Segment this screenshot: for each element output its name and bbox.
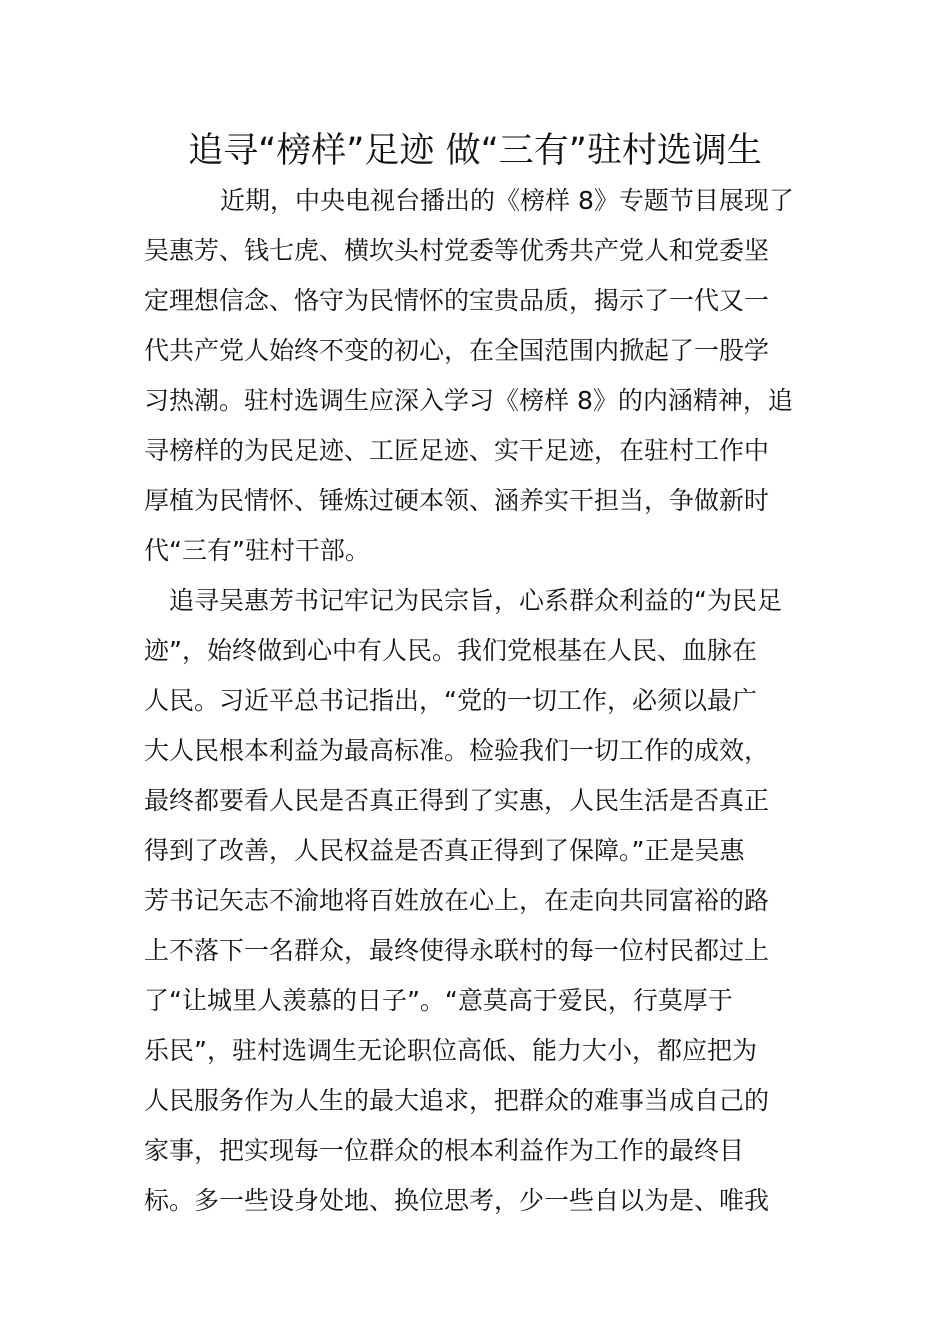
text-line: 标。多一些设身处地、换位思考，少一些自以为是、唯我 — [144, 1186, 770, 1215]
text-line: 代共产党人始终不变的初心，在全国范围内掀起了一股学 — [144, 336, 770, 365]
text-line: 家事，把实现每一位群众的根本利益作为工作的最终目 — [144, 1136, 745, 1165]
text-line: 大人民根本利益为最高标准。检验我们一切工作的成效， — [144, 736, 770, 765]
text-line: 迹”，始终做到心中有人民。我们党根基在人民、血脉在 — [144, 636, 757, 665]
text-line: 代“三有”驻村干部。 — [144, 536, 370, 565]
text-line: 人民服务作为人生的最大追求，把群众的难事当成自己的 — [144, 1086, 770, 1115]
document-title: 追寻“榜样”足迹 做“三有”驻村选调生 — [188, 131, 762, 171]
text-line: 乐民”，驻村选调生无论职位高低、能力大小，都应把为 — [144, 1036, 757, 1065]
paragraph-2 — [144, 576, 809, 1226]
document-body — [144, 176, 809, 1226]
text-line: 最终都要看人民是否真正得到了实惠，人民生活是否真正 — [144, 786, 770, 815]
text-line: 追寻吴惠芳书记牢记为民宗旨，心系群众利益的“为民足 — [169, 586, 782, 615]
text-line: 人民。习近平总书记指出，“党的一切工作，必须以最广 — [144, 686, 757, 715]
text-line: 习热潮。驻村选调生应深入学习《榜样 8》的内涵精神，追 — [144, 386, 793, 415]
text-line: 芳书记矢志不渝地将百姓放在心上，在走向共同富裕的路 — [144, 886, 770, 915]
text-line: 了“让城里人羡慕的日子”。“意莫高于爱民，行莫厚于 — [144, 986, 733, 1015]
text-line: 上不落下一名群众，最终使得永联村的每一位村民都过上 — [144, 936, 770, 965]
text-line: 得到了改善，人民权益是否真正得到了保障。”正是吴惠 — [144, 836, 745, 865]
text-line: 厚植为民情怀、锤炼过硬本领、涵养实干担当，争做新时 — [144, 486, 770, 515]
text-line: 寻榜样的为民足迹、工匠足迹、实干足迹，在驻村工作中 — [144, 436, 770, 465]
text-line: 吴惠芳、钱七虎、横坎头村党委等优秀共产党人和党委坚 — [144, 236, 770, 265]
paragraph-1 — [144, 176, 809, 576]
text-line: 定理想信念、恪守为民情怀的宝贵品质，揭示了一代又一 — [144, 286, 770, 315]
text-line: 近期，中央电视台播出的《榜样 8》专题节目展现了 — [220, 186, 794, 215]
